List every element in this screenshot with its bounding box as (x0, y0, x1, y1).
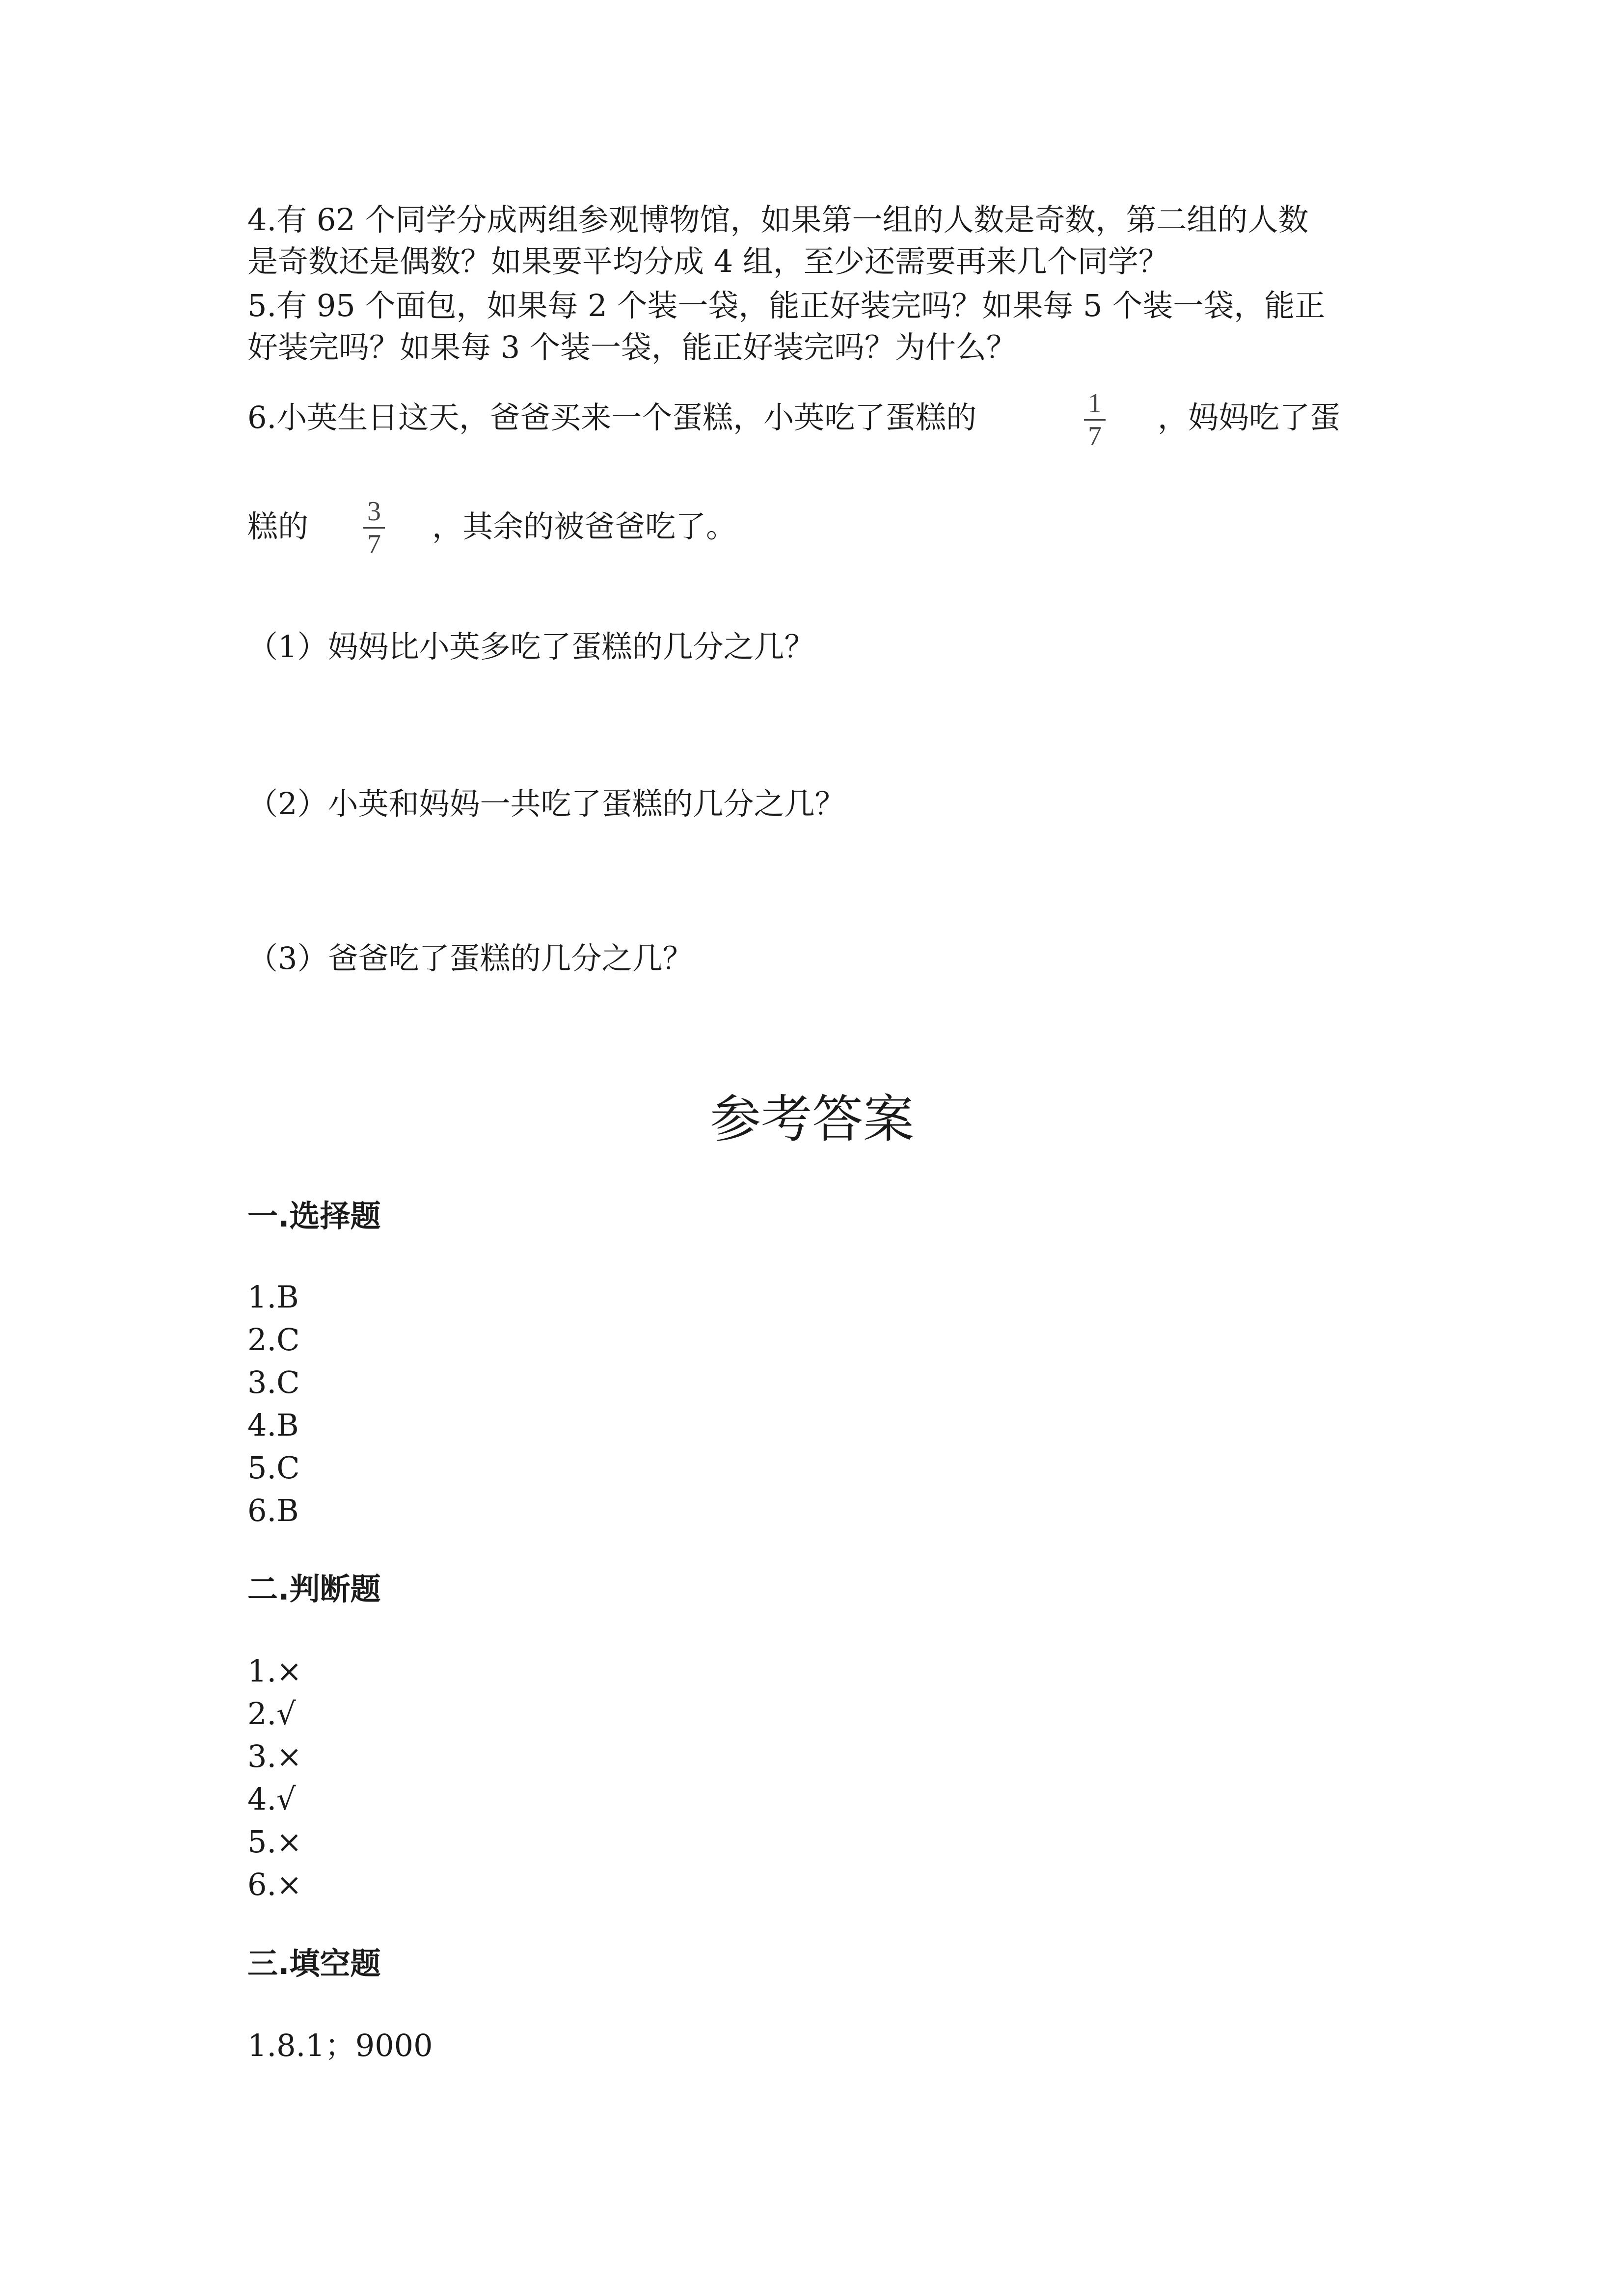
answer-item: 1.× (247, 1653, 302, 1689)
fraction-numerator: 3 (367, 496, 381, 527)
answer-item: 1.8.1；9000 (247, 2028, 433, 2063)
question-4-line-1: 4.有 62 个同学分成两组参观博物馆，如果第一组的人数是奇数，第二组的人数 (247, 202, 1309, 238)
section-heading-judgement: 二.判断题 (247, 1571, 381, 1607)
fraction-denominator: 7 (367, 529, 381, 560)
answer-item: 2.√ (247, 1696, 296, 1732)
answer-item: 3.C (247, 1364, 300, 1400)
fraction-one-seventh (1084, 389, 1106, 451)
fraction-three-sevenths (363, 497, 385, 559)
answer-item: 5.C (247, 1450, 300, 1486)
question-4-line-2: 是奇数还是偶数？如果要平均分成 4 组，至少还需要再来几个同学？ (247, 243, 1169, 279)
section-heading-fill-blank: 三.填空题 (247, 1946, 381, 1981)
question-6-sub-2: （2）小英和妈妈一共吃了蛋糕的几分之几？ (247, 786, 845, 822)
answer-item: 1.B (247, 1279, 299, 1315)
fraction-bar (363, 527, 385, 529)
answer-item: 6.× (247, 1867, 302, 1902)
question-6-sub-1: （1）妈妈比小英多吃了蛋糕的几分之几？ (247, 629, 815, 665)
answers-title: 参考答案 (709, 1089, 914, 1149)
answer-item: 6.B (247, 1493, 299, 1528)
question-5-line-1: 5.有 95 个面包，如果每 2 个装一袋，能正好装完吗？如果每 5 个装一袋，能正 (247, 288, 1326, 323)
question-6-line-1-end: ，妈妈吃了蛋 (1158, 400, 1341, 435)
fraction-bar (1084, 419, 1106, 421)
answer-item: 2.C (247, 1322, 300, 1358)
question-6-line-1-start: 6.小英生日这天，爸爸买来一个蛋糕，小英吃了蛋糕的 (247, 400, 977, 435)
question-6-line-2-end: ，其余的被爸爸吃了。 (432, 508, 737, 544)
answer-item: 5.× (247, 1824, 302, 1860)
question-6-sub-3: （3）爸爸吃了蛋糕的几分之几？ (247, 940, 693, 976)
section-heading-choice: 一.选择题 (247, 1198, 381, 1234)
answer-item: 3.× (247, 1738, 302, 1774)
fraction-denominator: 7 (1088, 421, 1102, 452)
question-6-line-2-start: 糕的 (247, 508, 309, 544)
answer-item: 4.√ (247, 1781, 296, 1817)
fraction-numerator: 1 (1088, 388, 1102, 419)
question-5-line-2: 好装完吗？如果每 3 个装一袋，能正好装完吗？为什么？ (247, 329, 1017, 365)
answer-item: 4.B (247, 1407, 299, 1443)
